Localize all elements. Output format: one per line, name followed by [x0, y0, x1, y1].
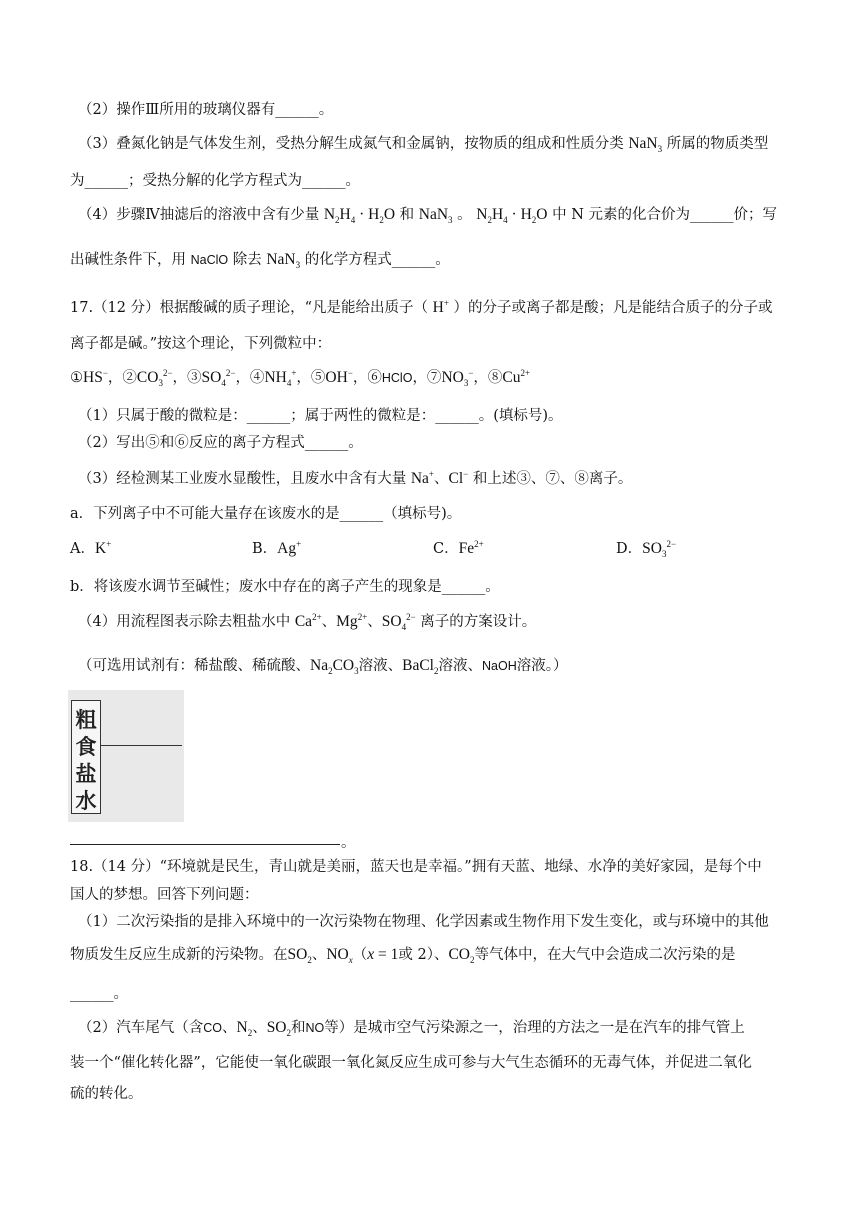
q18-part1-text2-end: 等气体中，在大气中会造成二次污染的是	[474, 947, 736, 963]
formula-hclo: HClO	[381, 371, 413, 385]
formula-no3-minus: $NO_3^-$	[441, 367, 474, 389]
q16-part3-text: （3）叠氮化钠是气体发生剂，受热分解生成氮气和金属钠，按物质的组成和性质分类	[78, 136, 624, 152]
answer-line	[70, 844, 340, 845]
marker-3: ，③	[172, 370, 202, 386]
separator: 、	[252, 1020, 267, 1036]
q18-intro-line1	[70, 857, 762, 877]
q16-part4-text2: 出碱性条件下，用	[70, 252, 186, 268]
q17-intro-line1	[70, 298, 773, 318]
q18-part1-line1	[78, 912, 769, 932]
formula-co3-2minus: $CO_3^{2-}$	[136, 367, 173, 389]
q18-part2-text2: 装一个“催化转化器”，它能使一氧化碳跟一氧化氮反应生成可参与大气生态循环的无毒气体，并促进二氧化	[70, 1055, 752, 1071]
q18-part1-blank: ______。	[70, 986, 128, 1002]
separator: 、	[321, 614, 337, 630]
formula-ag-plus: Ag+	[277, 538, 302, 557]
q17-part3-text-end: 和上述③、⑦、⑧离子。	[472, 471, 633, 487]
q18-part1-text2: 物质发生反应生成新的污染物。在	[70, 947, 288, 963]
q17-particle-list	[70, 368, 530, 388]
word-or-2: 或 2）、	[398, 947, 449, 963]
formula-so4-2minus: $SO_4^{2-}$	[381, 611, 416, 633]
word-and: 和	[291, 1020, 306, 1036]
diagram-char: 水	[75, 789, 97, 813]
word-solution: 溶液、	[358, 658, 403, 674]
q17-part1	[78, 406, 563, 426]
q18-intro-text2: 国人的梦想。回答下列问题：	[70, 887, 259, 903]
marker-1: ①	[70, 370, 83, 386]
formula-bacl2: BaCl$_2$	[402, 657, 439, 677]
q17-part2	[78, 433, 363, 453]
marker-5: ，⑤	[296, 370, 326, 386]
marker-8: ，⑧	[473, 370, 503, 386]
q17-intro-line2	[70, 334, 331, 354]
q16-part3-blanks: 为______；受热分解的化学方程式为______。	[70, 173, 360, 189]
q18-part2-line3	[70, 1084, 143, 1104]
q17-part2-text: （2）写出⑤和⑥反应的离子方程式______。	[78, 435, 363, 451]
separator: 、	[311, 947, 327, 963]
formula-hydrazine-hydrate: $N_2H_4 \cdot H_2O$	[476, 206, 548, 226]
q17-intro-text: 17.（12 分）根据酸碱的质子理论，“凡是能给出质子（	[70, 300, 429, 316]
word-remove: 除去	[232, 252, 262, 268]
formula-na2co3: $Na_2CO_3$	[310, 657, 359, 677]
formula-h-plus: H+	[432, 297, 449, 316]
formula-naoh: NaOH	[482, 659, 517, 673]
formula-cl-minus: Cl−	[448, 468, 469, 487]
formula-hydrazine-hydrate: $N_2H_4 \cdot H_2O$	[323, 206, 396, 226]
formula-co2: $CO_2$	[448, 946, 475, 966]
q16-part4-text: （4）步骤Ⅳ抽滤后的溶液中含有少量	[78, 207, 320, 223]
formula-fe-2plus: $Fe^{2+}$	[458, 538, 484, 557]
formula-so4-2minus: $SO_4^{2-}$	[201, 367, 236, 389]
flow-line	[101, 745, 182, 746]
q17-intro-text-end: ）的分子或离子都是酸；凡是能结合质子的分子或	[453, 300, 773, 316]
q18-part1-line3	[70, 984, 128, 1004]
flowchart-diagram	[68, 690, 184, 822]
q18-part2-line2	[70, 1053, 752, 1073]
option-a-label: A．	[70, 541, 95, 557]
q17-sub-a	[70, 504, 461, 524]
formula-na-plus: Na+	[410, 468, 434, 487]
q16-part4-text-end: 中 N 元素的化合价为______价；写	[552, 207, 777, 223]
formula-no: NO	[305, 1021, 325, 1035]
q17-part3-text: （3）经检测某工业废水显酸性，且废水中含有大量	[78, 471, 407, 487]
word-and: 和	[399, 207, 415, 223]
diagram-char: 食	[75, 735, 97, 759]
option-c-label: C．	[433, 541, 459, 557]
marker-2: ，②	[107, 370, 137, 386]
separator: 、	[434, 471, 449, 487]
q18-part2-text3: 硫的转化。	[70, 1086, 143, 1102]
q17-reagents	[78, 656, 567, 676]
formula-naclo: NaClO	[190, 253, 229, 267]
q16-part2-text: （2）操作Ⅲ所用的玻璃仪器有______。	[78, 102, 334, 118]
q18-part1-text: （1）二次污染指的是排入环境中的一次污染物在物理、化学因素或生物作用下发生变化，或与环境中的其他	[78, 914, 769, 930]
formula-k-plus: K+	[94, 538, 112, 557]
option-b	[252, 539, 301, 559]
q17-part3	[78, 469, 632, 489]
paren-open: （	[352, 947, 368, 963]
q16-part4-text2-end: 的化学方程式______。	[304, 252, 450, 268]
q17-sub-b-text: b．将该废水调节至碱性；废水中存在的离子产生的现象是______。	[70, 579, 500, 595]
answer-end-period: 。	[341, 835, 356, 851]
q18-part1-line2	[70, 945, 736, 965]
option-d-label: D．	[616, 541, 643, 557]
option-b-label: B．	[252, 541, 278, 557]
option-a	[70, 539, 111, 559]
word-solution-end: 溶液。）	[516, 658, 568, 674]
q16-part2	[78, 100, 333, 120]
formula-co: CO	[203, 1021, 222, 1035]
q17-part1-text: （1）只属于酸的微粒是：______；属于两性的微粒是：______。(填标号)。	[78, 408, 563, 424]
q17-part4-text-end: 离子的方案设计。	[420, 614, 537, 630]
formula-nh4-plus: $NH_4^+$	[264, 367, 297, 389]
q16-part3-line2	[70, 171, 360, 191]
q18-part2-line1	[78, 1018, 745, 1038]
q16-part3-line1	[78, 134, 768, 154]
formula-ca-2plus: $Ca^{2+}$	[294, 611, 322, 630]
formula-nox: $NO_x$	[326, 946, 353, 966]
word-solution: 溶液、	[438, 658, 482, 674]
marker-7: ，⑦	[412, 370, 442, 386]
q17-part4-text: （4）用流程图表示除去粗盐水中	[78, 614, 291, 630]
marker-6: ，⑥	[352, 370, 382, 386]
formula-nan3: NaN$_3$	[266, 251, 301, 271]
q17-sub-b	[70, 577, 500, 597]
separator: 、	[367, 614, 382, 630]
formula-nan3: NaN$_3$	[418, 206, 453, 226]
option-c	[433, 539, 484, 559]
diagram-char: 盐	[75, 762, 97, 786]
formula-oh-minus: OH−	[325, 367, 353, 386]
formula-so3-2minus: $SO_3^{2-}$	[642, 538, 677, 560]
formula-x-equals-1: x = 1	[367, 946, 399, 963]
formula-mg-2plus: $Mg^{2+}$	[336, 611, 368, 630]
q17-part4	[78, 612, 536, 632]
q17-sub-a-text: a．下列离子中不可能大量存在该废水的是______（填标号)。	[70, 506, 462, 522]
formula-n2: $N_2$	[236, 1019, 253, 1039]
q17-intro-text2: 离子都是碱。”按这个理论，下列微粒中：	[70, 336, 332, 352]
q18-part2-text-end: 等）是城市空气污染源之一，治理的方法之一是在汽车的排气管上	[324, 1020, 745, 1036]
formula-so2: $SO_2$	[287, 946, 312, 966]
q16-part4-line1	[78, 205, 777, 225]
option-d	[616, 539, 676, 559]
diagram-char: 粗	[75, 708, 97, 732]
period: 。	[457, 207, 472, 223]
q18-part2-text: （2）汽车尾气（含	[78, 1020, 204, 1036]
q18-intro-text: 18.（14 分）“环境就是民生，青山就是美丽，蓝天也是幸福。”拥有天蓝、地绿、水净的美好家园，是每个中	[70, 859, 762, 875]
q16-part3-text-end: 所属的物质类型	[666, 136, 769, 152]
formula-cu-2plus: $Cu^{2+}$	[502, 367, 531, 386]
formula-so2: $SO_2$	[266, 1019, 292, 1039]
q17-reagents-text: （可选用试剂有：稀盐酸、稀硫酸、	[78, 658, 310, 674]
q16-part4-line2	[70, 250, 450, 270]
marker-4: ，④	[235, 370, 265, 386]
formula-nan3: NaN$_3$	[628, 135, 663, 155]
separator: 、	[221, 1020, 237, 1036]
formula-hs-minus: HS−	[83, 367, 108, 386]
crude-brine-box	[71, 700, 101, 814]
q18-intro-line2	[70, 885, 259, 905]
